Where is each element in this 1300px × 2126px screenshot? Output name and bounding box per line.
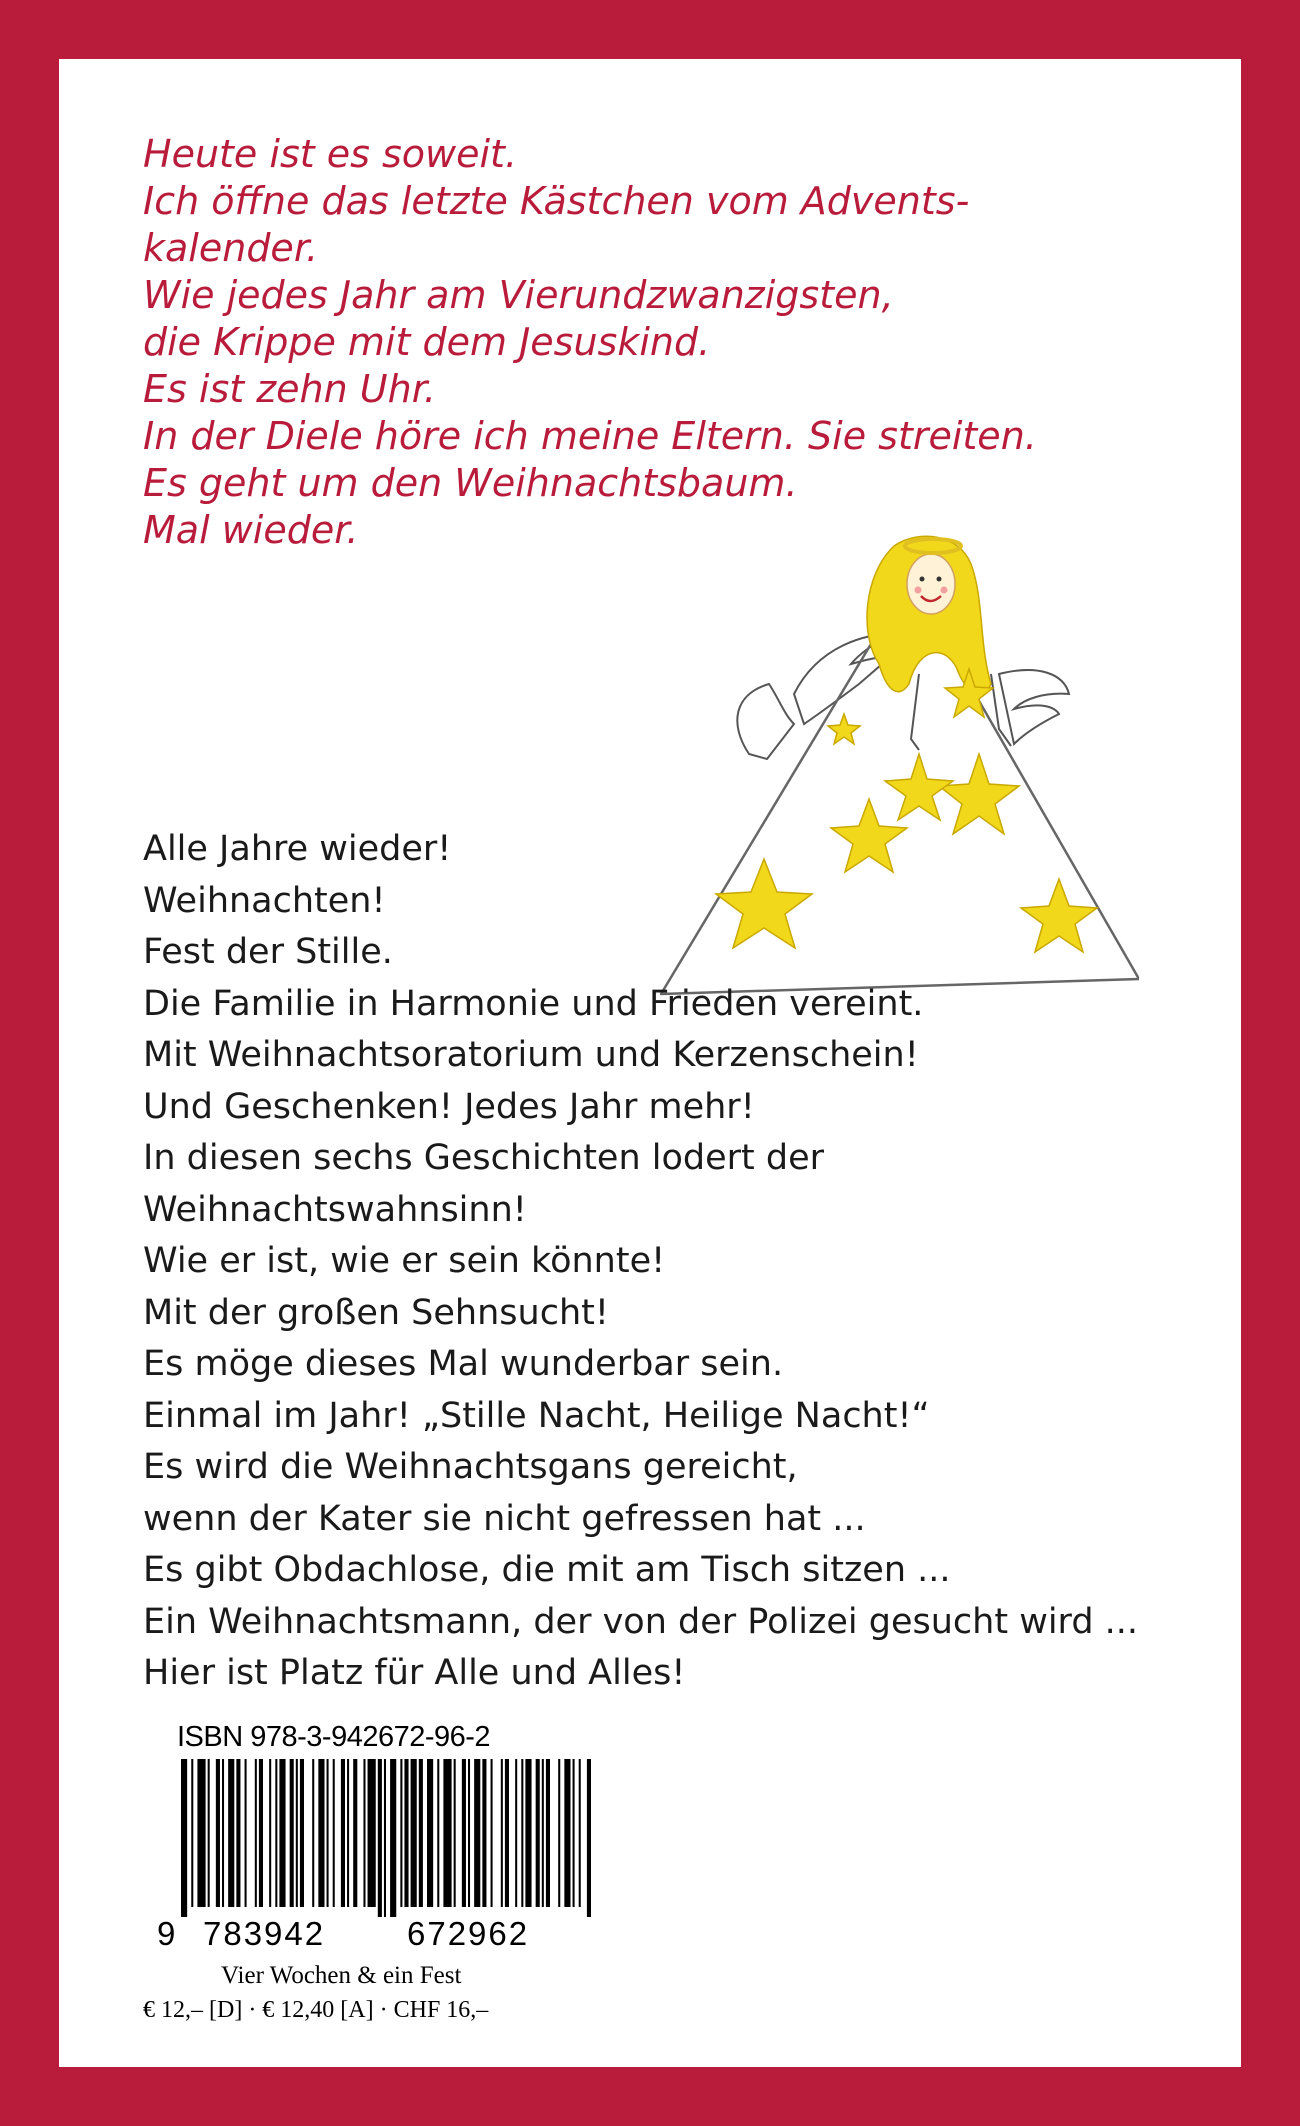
blurb-line: Weihnachten! <box>143 880 386 921</box>
blurb-line: Mit Weihnachtsoratorium und Kerzenschein! <box>143 1035 919 1075</box>
intro-quote <box>143 131 1163 554</box>
blurb-line: Es wird die Weihnachtsgans gereicht, <box>143 1447 798 1487</box>
intro-line: In der Diele höre ich meine Eltern. Sie streiten. <box>143 414 1037 458</box>
blurb-line: Mit der großen Sehnsucht! <box>143 1292 609 1333</box>
barcode-icon <box>177 1759 597 1917</box>
blurb-line: Wie er ist, wie er sein könnte! <box>143 1241 666 1281</box>
blurb-line: Ein Weihnachtsmann, der von der Polizei gesucht wird ... <box>143 1601 1139 1642</box>
intro-line: die Krippe mit dem Jesuskind. <box>143 320 711 364</box>
intro-line: Heute ist es soweit. <box>143 132 518 176</box>
barcode-digits-left: 783942 <box>203 1915 326 1952</box>
book-title: Vier Wochen & ein Fest <box>221 1962 462 1989</box>
intro-line: Es geht um den Weihnachtsbaum. <box>143 461 798 505</box>
blurb-line: Alle Jahre wieder! <box>143 829 452 869</box>
blurb-line: Einmal im Jahr! „Stille Nacht, Heilige Nacht!“ <box>143 1395 930 1436</box>
blurb-line: In diesen sechs Geschichten lodert der <box>143 1138 825 1178</box>
intro-line: Mal wieder. <box>143 508 359 552</box>
back-cover-page <box>59 59 1241 2067</box>
barcode-digits-right: 672962 <box>407 1915 530 1952</box>
price-label: € 12,– [D] · € 12,40 [A] · CHF 16,– <box>143 1997 489 2023</box>
intro-line: Ich öffne das letzte Kästchen vom Advents- <box>143 179 970 223</box>
blurb-line: Weihnachtswahnsinn! <box>143 1189 527 1230</box>
blurb-line: Fest der Stille. <box>143 932 393 972</box>
blurb-line: wenn der Kater sie nicht gefressen hat ... <box>143 1498 866 1539</box>
intro-line: Es ist zehn Uhr. <box>143 367 436 411</box>
blurb-line: Es gibt Obdachlose, die mit am Tisch sitzen ... <box>143 1550 951 1590</box>
blurb-text <box>143 824 1203 1700</box>
isbn-label: ISBN 978-3-942672-96-2 <box>177 1721 491 1753</box>
blurb-line: Und Geschenken! Jedes Jahr mehr! <box>143 1086 755 1127</box>
blurb-line: Die Familie in Harmonie und Frieden vereint. <box>143 983 924 1024</box>
barcode-digit-first: 9 <box>157 1915 176 1952</box>
intro-line: kalender. <box>143 226 319 270</box>
blurb-line: Es möge dieses Mal wunderbar sein. <box>143 1344 784 1384</box>
barcode-digits <box>157 1914 597 1954</box>
intro-line: Wie jedes Jahr am Vierundzwanzigsten, <box>143 273 894 317</box>
blurb-line: Hier ist Platz für Alle und Alles! <box>143 1653 686 1693</box>
